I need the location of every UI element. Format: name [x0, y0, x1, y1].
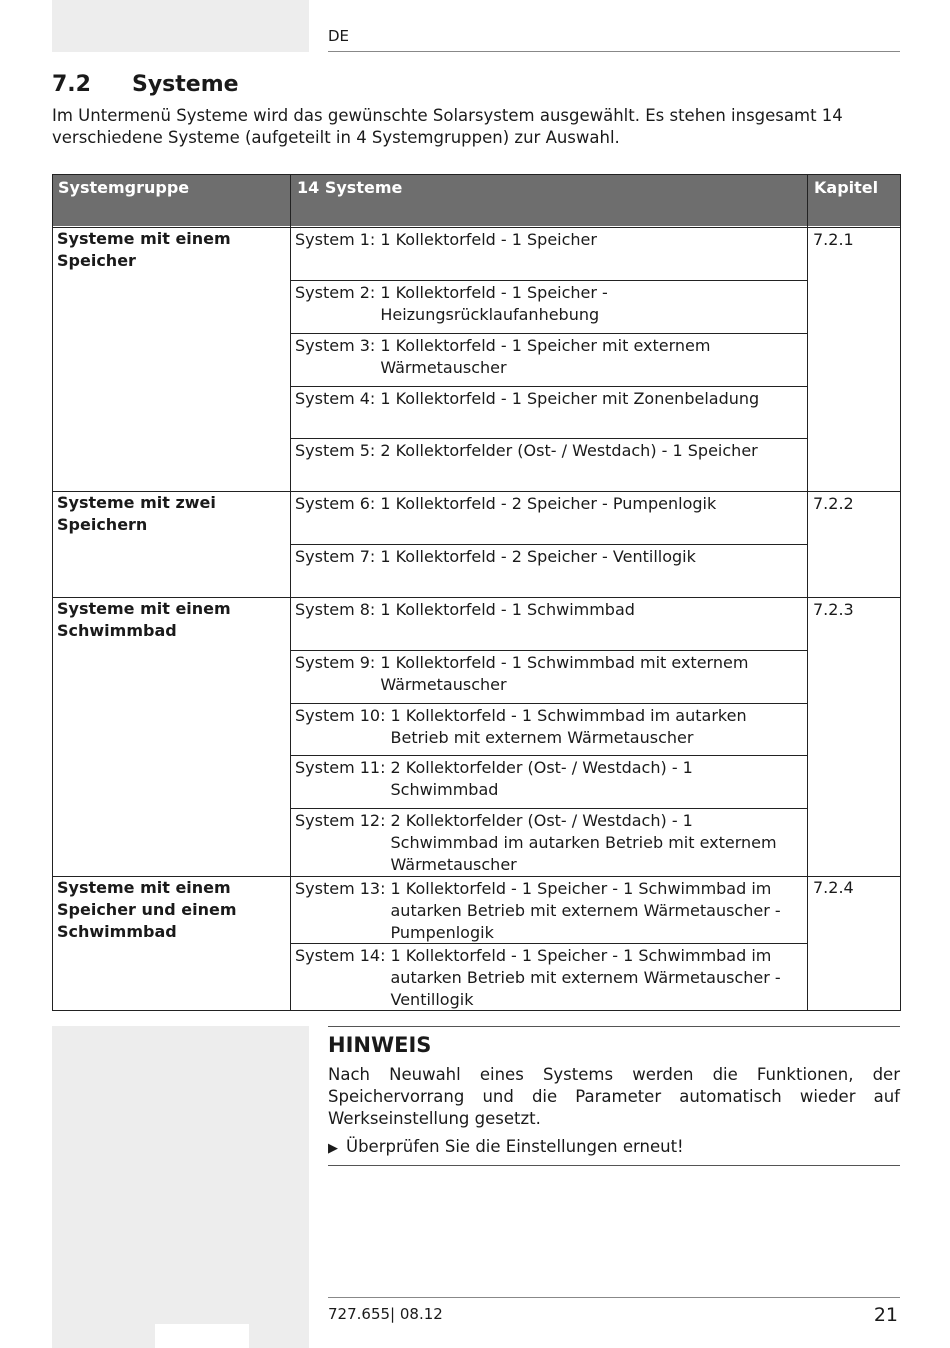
table-border	[52, 174, 901, 175]
section-title: Systeme	[132, 72, 239, 97]
system-description: 1 Kollektorfeld - 2 Speicher - Pumpenlogik	[380, 494, 717, 513]
row-divider	[290, 333, 807, 334]
table-border	[900, 174, 901, 1010]
system-description: 1 Kollektorfeld - 2 Speicher - Ventillogik	[380, 547, 696, 566]
group-kapitel: 7.2.1	[813, 230, 854, 249]
system-label: System 3:	[295, 336, 376, 355]
system-row	[295, 440, 795, 462]
system-description: 1 Kollektorfeld - 1 Speicher - Heizungsrücklaufanhebung	[380, 283, 608, 324]
row-divider	[290, 808, 807, 809]
footer-rule	[328, 1297, 900, 1298]
system-label: System 7:	[295, 547, 376, 566]
row-divider	[290, 703, 807, 704]
table-border	[290, 226, 291, 1010]
notice-action	[328, 1136, 684, 1160]
row-divider	[290, 650, 807, 651]
table-border	[52, 174, 53, 1010]
page-number: 21	[873, 1304, 898, 1326]
system-label: System 11:	[295, 758, 386, 777]
system-row	[295, 878, 795, 944]
system-label: System 12:	[295, 811, 386, 830]
system-row	[295, 335, 795, 379]
notice-top-rule	[328, 1026, 900, 1027]
system-row	[295, 757, 795, 801]
group-name: Systeme mit einem Speicher	[57, 229, 231, 270]
row-divider	[290, 280, 807, 281]
system-label: System 13:	[295, 879, 386, 898]
system-description: 1 Kollektorfeld - 1 Speicher - 1 Schwimmbad im autarken Betrieb mit externem Wärmetauscher - Ventillogik	[390, 946, 781, 1009]
system-description: 1 Kollektorfeld - 1 Speicher mit Zonenbeladung	[380, 389, 760, 408]
system-label: System 10:	[295, 706, 386, 725]
row-divider	[290, 386, 807, 387]
group-kapitel: 7.2.2	[813, 494, 854, 513]
system-row	[295, 229, 795, 251]
margin-block	[52, 1026, 309, 1348]
system-label: System 8:	[295, 600, 376, 619]
system-label: System 6:	[295, 494, 376, 513]
margin-block	[52, 0, 309, 52]
table-border	[807, 226, 808, 1010]
notice-bottom-rule	[328, 1165, 900, 1166]
system-description: 1 Kollektorfeld - 1 Speicher - 1 Schwimmbad im autarken Betrieb mit externem Wärmetauscher - Pumpenlogik	[390, 879, 781, 942]
section-number: 7.2	[52, 72, 91, 97]
system-description: 2 Kollektorfelder (Ost- / Westdach) - 1 Speicher	[380, 441, 758, 460]
notice-title: HINWEIS	[328, 1033, 432, 1057]
margin-gap	[155, 1324, 249, 1348]
system-label: System 2:	[295, 283, 376, 302]
system-description: 1 Kollektorfeld - 1 Schwimmbad im autarken Betrieb mit externem Wärmetauscher	[390, 706, 747, 747]
header-rule	[328, 51, 900, 52]
header-systeme: 14 Systeme	[290, 174, 807, 226]
system-description: 1 Kollektorfeld - 1 Schwimmbad	[380, 600, 635, 619]
language-label: DE	[328, 27, 350, 45]
header-kapitel: Kapitel	[807, 174, 901, 226]
system-row	[295, 546, 795, 568]
notice-text: Nach Neuwahl eines Systems werden die Funktionen, der Speichervorrang und die Parameter automatisch wieder auf Werkseinstellung gesetzt.	[328, 1065, 900, 1128]
system-description: 1 Kollektorfeld - 1 Schwimmbad mit externem Wärmetauscher	[380, 653, 749, 694]
system-description: 1 Kollektorfeld - 1 Speicher mit externem Wärmetauscher	[380, 336, 711, 377]
group-kapitel: 7.2.3	[813, 600, 854, 619]
system-row	[295, 705, 795, 749]
system-row	[295, 493, 795, 515]
system-row	[295, 599, 795, 621]
system-description: 1 Kollektorfeld - 1 Speicher	[380, 230, 597, 249]
section-heading	[52, 72, 239, 97]
system-description: 2 Kollektorfelder (Ost- / Westdach) - 1 Schwimmbad	[390, 758, 693, 799]
system-label: System 5:	[295, 441, 376, 460]
system-row	[295, 282, 795, 326]
system-label: System 14:	[295, 946, 386, 965]
group-name: Systeme mit einem Speicher und einem Schwimmbad	[57, 878, 237, 941]
system-row	[295, 810, 795, 876]
system-row	[295, 652, 795, 696]
row-divider	[290, 755, 807, 756]
intro-text: Im Untermenü Systeme wird das gewünschte Solarsystem ausgewählt. Es stehen insgesamt 14 verschiedene Systeme (aufgeteilt in 4 Systemgruppen) zur Auswahl.	[52, 106, 843, 147]
system-description: 2 Kollektorfelder (Ost- / Westdach) - 1 Schwimmbad im autarken Betrieb mit externem Wärmetauscher	[390, 811, 777, 874]
system-label: System 9:	[295, 653, 376, 672]
system-label: System 1:	[295, 230, 376, 249]
row-divider	[290, 544, 807, 545]
arrow-right-icon: ▶	[328, 1141, 338, 1156]
group-name: Systeme mit einem Schwimmbad	[57, 599, 231, 640]
group-name: Systeme mit zwei Speichern	[57, 493, 216, 534]
system-row	[295, 388, 795, 410]
system-row	[295, 945, 795, 1011]
row-divider	[290, 438, 807, 439]
system-label: System 4:	[295, 389, 376, 408]
notice-action-text: Überprüfen Sie die Einstellungen erneut!	[346, 1137, 684, 1156]
group-kapitel: 7.2.4	[813, 878, 854, 897]
header-systemgruppe: Systemgruppe	[52, 174, 290, 226]
document-number: 727.655| 08.12	[328, 1305, 443, 1323]
